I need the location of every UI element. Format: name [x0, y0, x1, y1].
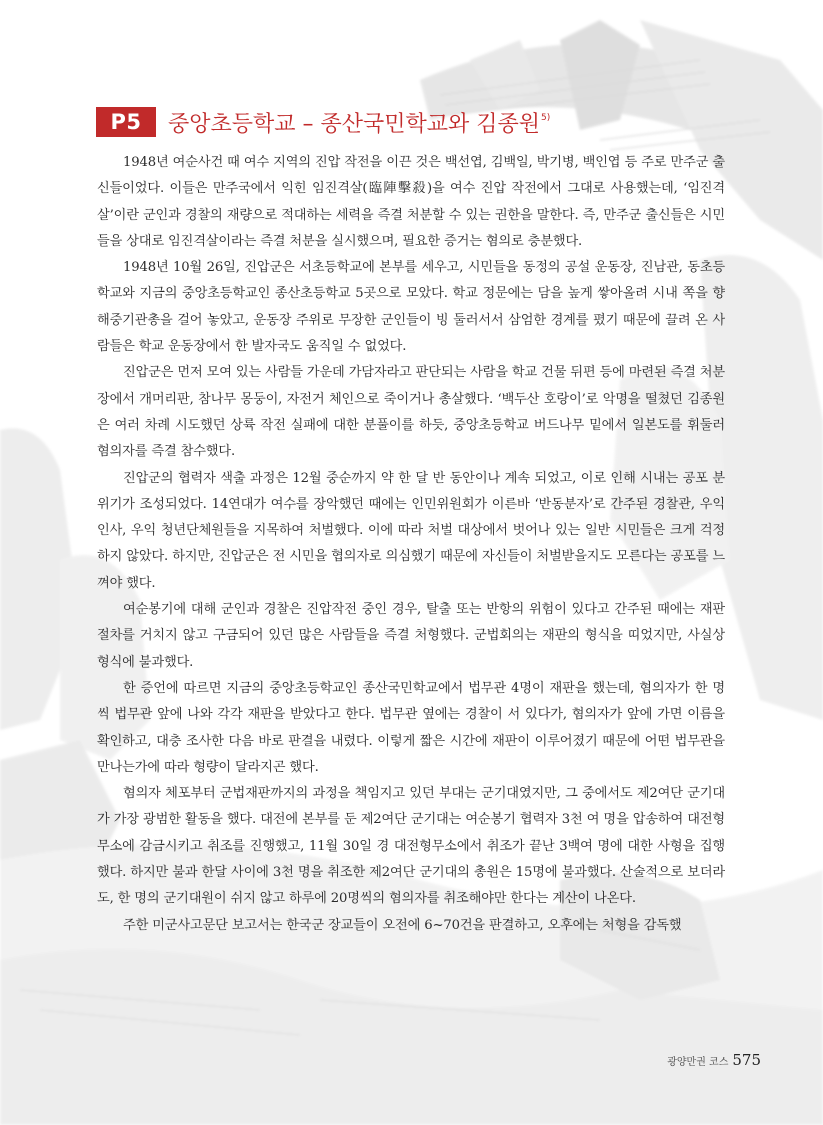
paragraph: 1948년 10월 26일, 진압군은 서초등학교에 본부를 세우고, 시민들을 동정의 공설 운동장, 진남관, 동초등학교와 지금의 중앙초등학교인 종산초등학교 5곳으로 모았다. 학교 정문에는 담을 높게 쌓아올려 시내 쪽을 향해중기관총을 걸어 놓았고, 운동장 주위로 무장한 군인들이 빙 둘러서서 삼엄한 경계를 폈기 때문에 끌려 온 사람들은 학교 운동장에서 한 발자국도 움직일 수 없었다. [97, 260, 725, 355]
paragraph: 주한 미군사고문단 보고서는 한국군 장교들이 오전에 6~70건을 판결하고, 오후에는 처형을 감독했 [123, 917, 682, 933]
article-body [97, 150, 725, 939]
page-footer [667, 1051, 761, 1069]
paragraph: 진압군의 협력자 색출 과정은 12월 중순까지 약 한 달 반 동안이나 계속 되었고, 이로 인해 시내는 공포 분위기가 조성되었다. 14연대가 여수를 장악했던 때에는 인민위원회가 이른바 ‘반동분자’로 간주된 경찰관, 우익 인사, 우익 청년단체원들을 지목하여 처벌했다. 이에 따라 처벌 대상에서 벗어나 있는 일반 시민들은 크게 걱정하지 않았다. 하지만, 진압군은 전 시민을 협의자로 의심했기 때문에 자신들이 처벌받을지도 모른다는 공포를 느껴야 했다. [97, 470, 725, 591]
page-number: 575 [732, 1051, 761, 1069]
section-header [96, 106, 550, 138]
paragraph: 진압군은 먼저 모여 있는 사람들 가운데 가담자라고 판단되는 사람을 학교 건물 뒤편 등에 마련된 즉결 처분장에서 개머리판, 참나무 몽둥이, 자전거 체인으로 죽이거나 총살했다. ‘백두산 호랑이’로 악명을 떨쳤던 김종원은 여러 차례 시도했던 상륙 작전 실패에 대한 분풀이를 하듯, 중앙초등학교 버드나무 밑에서 일본도를 휘둘러 혐의자를 즉결 참수했다. [97, 365, 725, 460]
section-title [168, 107, 550, 138]
paragraph: 한 증언에 따르면 지금의 중앙초등학교인 종산국민학교에서 법무관 4명이 재판을 했는데, 혐의자가 한 명씩 법무관 앞에 나와 각각 재판을 받았다고 한다. 법무관 옆에는 경찰이 서 있다가, 혐의자가 앞에 가면 이름을 확인하고, 대충 조사한 다음 바로 판결을 내렸다. 이렇게 짧은 시간에 재판이 이루어졌기 때문에 어떤 법무관을 만나는가에 따라 형량이 달라지곤 했다. [97, 680, 725, 775]
section-badge: P5 [96, 107, 156, 137]
footer-course-label: 광양만권 코스 [667, 1057, 729, 1068]
footnote-marker: 5) [541, 112, 551, 123]
paragraph: 1948년 여순사건 때 여수 지역의 진압 작전을 이끈 것은 백선엽, 김백일, 박기병, 백인엽 등 주로 만주군 출신들이었다. 이들은 만주국에서 익힌 임진격살(臨陣擊殺)을 여수 진압 작전에서 그대로 사용했는데, ‘임진격살’이란 군인과 경찰의 재량으로 적대하는 세력을 즉결 처분할 수 있는 권한을 말한다. 즉, 만주군 출신들은 시민들을 상대로 임진격살이라는 즉결 처분을 실시했으며, 필요한 증거는 혐의로 충분했다. [97, 155, 725, 249]
section-title-text: 중앙초등학교 – 종산국민학교와 김종원 [168, 111, 541, 137]
paragraph: 혐의자 체포부터 군법재판까지의 과정을 책임지고 있던 부대는 군기대였지만, 그 중에서도 제2여단 군기대가 가장 광범한 활동을 했다. 대전에 본부를 둔 제2여단 군기대는 여순봉기 협력자 3천 여 명을 압송하여 대전형무소에 감금시키고 취조를 진행했고, 11월 30일 경 대전형무소에서 취조가 끝난 3백여 명에 대한 사형을 집행했다. 하지만 불과 한달 사이에 3천 명을 취조한 제2여단 군기대의 총원은 15명에 불과했다. 산술적으로 보더라도, 한 명의 군기대원이 쉬지 않고 하루에 20명씩의 혐의자를 취조해야만 한다는 계산이 나온다. [97, 786, 725, 907]
paragraph: 여순봉기에 대해 군인과 경찰은 진압작전 중인 경우, 탈출 또는 반항의 위험이 있다고 간주된 때에는 재판 절차를 거치지 않고 구금되어 있던 많은 사람들을 즉결 처형했다. 군법회의는 재판의 형식을 띠었지만, 사실상 형식에 불과했다. [97, 602, 725, 670]
